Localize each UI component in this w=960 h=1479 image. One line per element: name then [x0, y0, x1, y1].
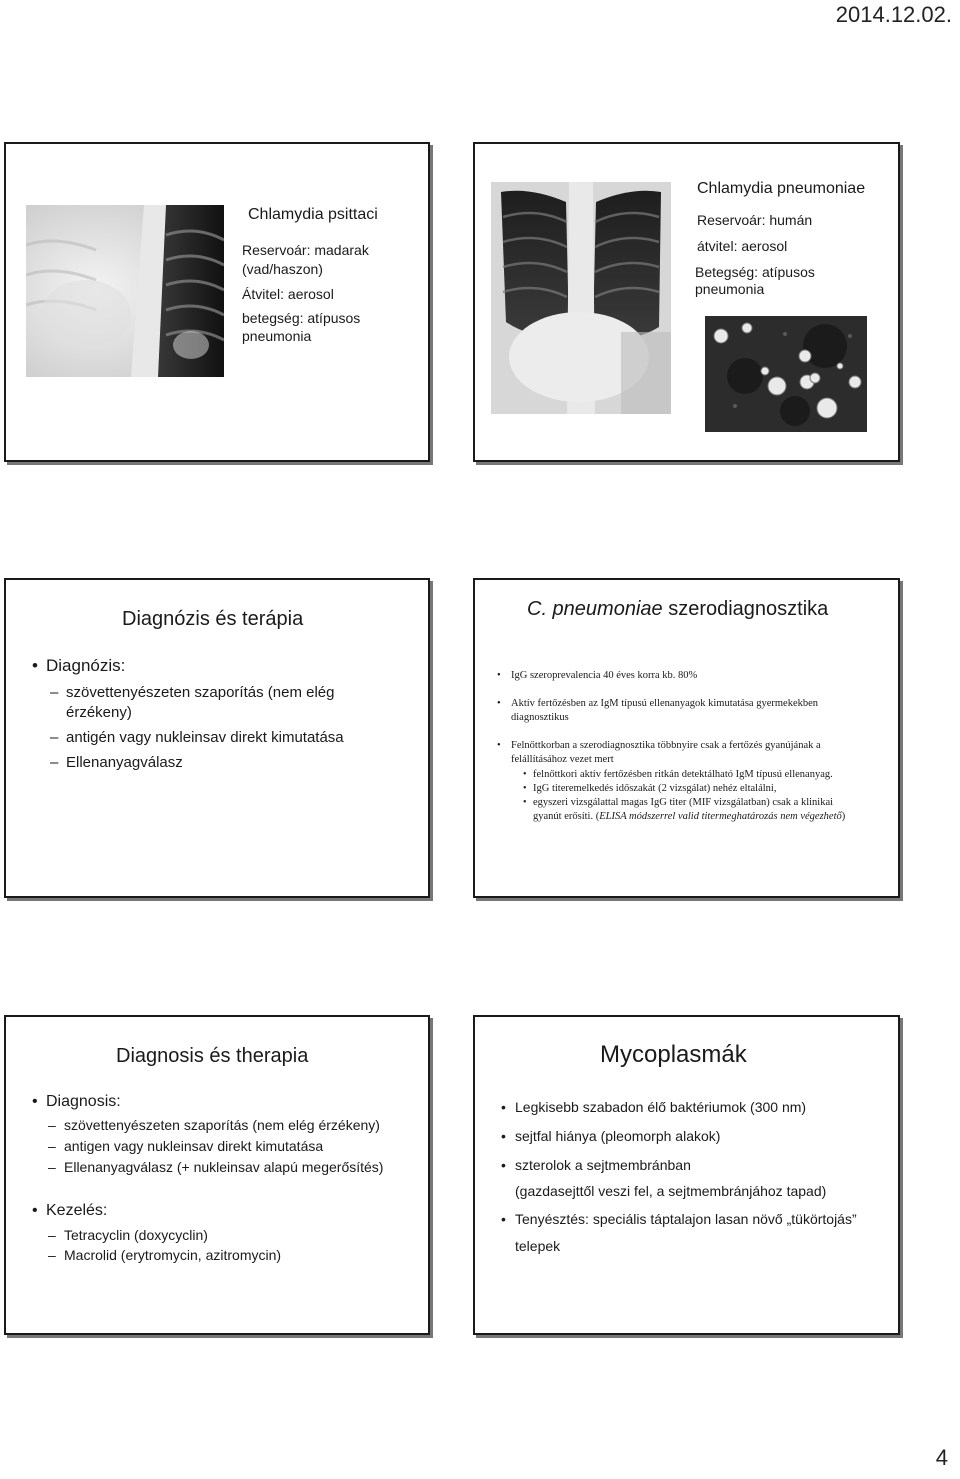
reservoir-text: Reservoár: humán: [697, 212, 813, 228]
slide-title: Mycoplasmák: [600, 1041, 747, 1068]
bullet-item: • IgG szeroprevalencia 40 éves korra kb. 80%: [511, 670, 697, 681]
transmission-text: átvitel: aerosol: [697, 238, 788, 254]
transmission-text: Átvitel: aerosol: [242, 286, 334, 302]
slide-title: Diagnosis és therapia: [116, 1045, 309, 1067]
bullet-item: • Aktív fertőzésben az IgM típusú ellenanyagok kimutatása gyermekekben: [511, 698, 818, 709]
bullet-item: • szterolok a sejtmembránban: [515, 1157, 691, 1173]
slide-title: Chlamydia psittaci: [248, 206, 378, 223]
bullet-item-cont: (gazdasejttől veszi fel, a sejtmembránjához tapad): [515, 1183, 827, 1199]
bullet-item-cont: telepek: [515, 1238, 561, 1254]
sub-item: – antigen vagy nukleinsav direkt kimutatása: [64, 1138, 323, 1154]
chest-xray-image: [26, 205, 224, 377]
sub-item-cont: érzékeny): [66, 704, 132, 721]
reservoir-text-cont: (vad/haszon): [242, 261, 323, 277]
disease-text: betegség: atípusos: [242, 310, 361, 326]
slide-title: Chlamydia pneumoniae: [697, 180, 866, 197]
text-plain: gyanút erősíti. (: [533, 811, 600, 822]
slide-diagnosis-es-therapia: [4, 1015, 430, 1335]
micrograph-image: [705, 316, 867, 432]
bullet-kezeles: • Kezelés:: [46, 1202, 107, 1220]
bullet-item: • Tenyésztés: speciális táptalajon lasan növő „tükörtojás”: [515, 1211, 857, 1227]
sub-item: – Macrolid (erytromycin, azitromycin): [64, 1247, 281, 1263]
sub-item: – Tetracyclin (doxycyclin): [64, 1227, 208, 1243]
bullet-item: • sejtfal hiánya (pleomorph alakok): [515, 1128, 720, 1144]
chest-xray-image: [491, 182, 671, 414]
slide-title: [527, 598, 828, 621]
sub-bullet: • egyszeri vizsgálattal magas IgG titer (MIF vizsgálatban) csak a klinikai: [533, 797, 833, 808]
text-italic: ELISA módszerrel valid titermeghatározás nem végezhető: [599, 811, 842, 822]
page-number: 4: [935, 1445, 948, 1470]
sub-item: – szövettenyészeten szaporítás (nem elég: [66, 684, 334, 701]
slide-chlamydia-pneumoniae: [473, 142, 900, 462]
slide-title: Diagnózis és terápia: [122, 608, 304, 630]
slide-mycoplasmak: [473, 1015, 900, 1335]
bullet-diagnozis: • Diagnózis:: [46, 656, 125, 676]
bullet-item: • Legkisebb szabadon élő baktériumok (300 nm): [515, 1099, 806, 1115]
sub-bullet: • felnőttkori aktív fertőzésben ritkán detektálható IgM típusú ellenanyag.: [533, 769, 833, 780]
title-rest: szerodiagnosztika: [662, 598, 829, 620]
bullet-item-cont: diagnosztikus: [511, 712, 569, 723]
disease-text-cont: pneumonia: [242, 328, 312, 344]
reservoir-text: Reservoár: madarak: [242, 242, 369, 258]
sub-bullet-cont: [533, 811, 845, 822]
slide-chlamydia-psittaci: [4, 142, 430, 462]
sub-item: – Ellenanyagválasz (+ nukleinsav alapú megerősítés): [64, 1159, 383, 1175]
sub-bullet: • IgG titeremelkedés időszakát (2 vizsgálat) nehéz eltalálni,: [533, 783, 776, 794]
bullet-item-cont: felállításához vezet mert: [511, 754, 614, 765]
disease-text-cont: pneumonia: [695, 281, 765, 297]
text-plain: ): [841, 811, 846, 822]
sub-item: – antigén vagy nukleinsav direkt kimutatása: [66, 729, 344, 746]
bullet-item: • Felnőttkorban a szerodiagnosztika többnyire csak a fertőzés gyanújának a: [511, 740, 821, 751]
bullet-diagnosis: • Diagnosis:: [46, 1093, 121, 1111]
slide-szerodiagnosztika: [473, 578, 900, 898]
title-italic: C. pneumoniae: [527, 598, 663, 620]
print-date: 2014.12.02.: [835, 2, 952, 27]
disease-text: Betegség: atípusos: [695, 264, 815, 280]
sub-item: – Ellenanyagválasz: [66, 754, 183, 771]
slide-diagnozis-es-terapia: [4, 578, 430, 898]
sub-item: – szövettenyészeten szaporítás (nem elég érzékeny): [64, 1117, 380, 1133]
